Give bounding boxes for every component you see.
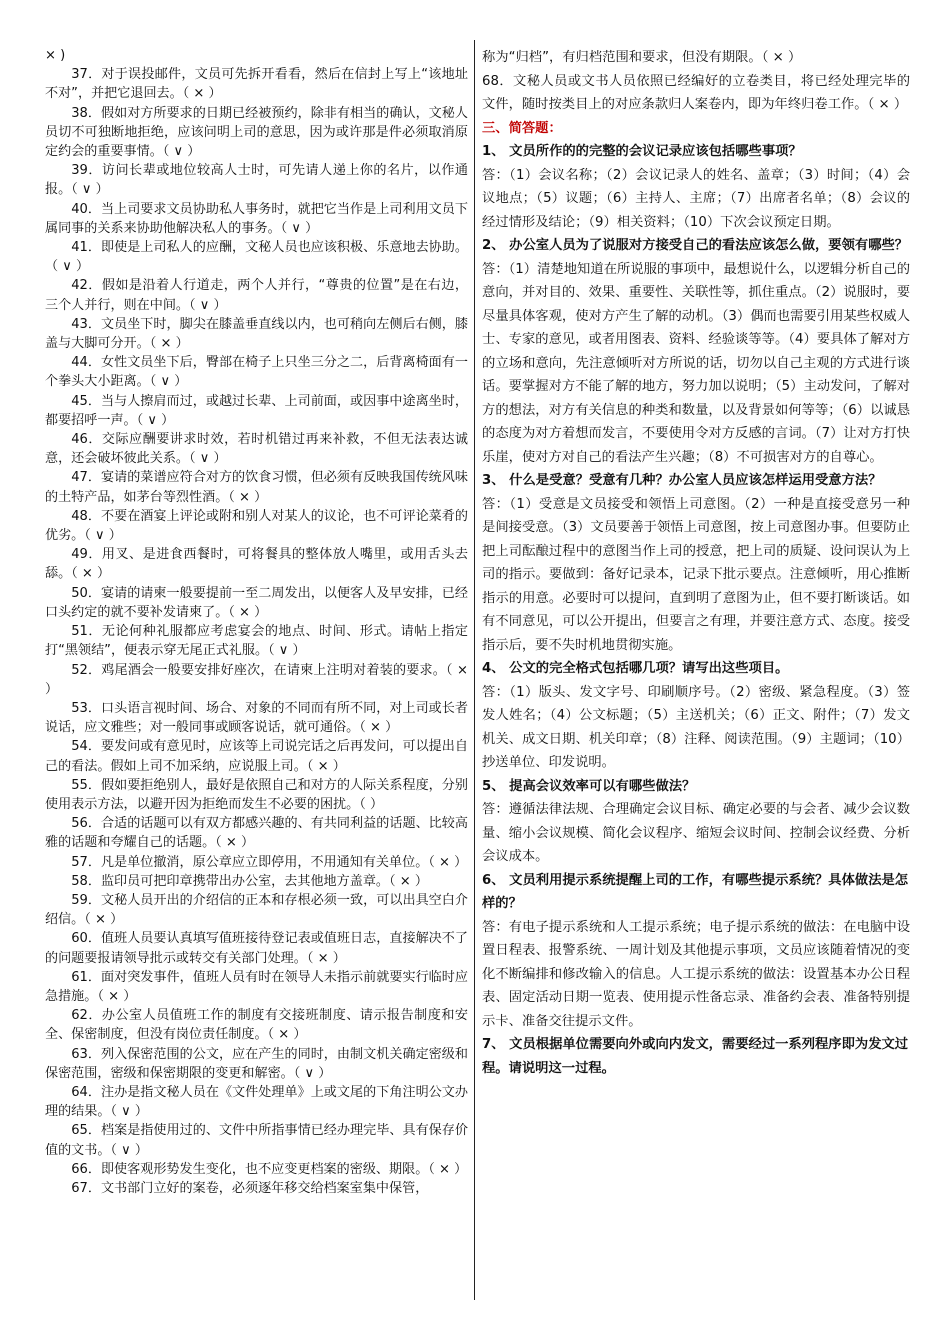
judgement-item: 48．不要在酒宴上评论或附和别人对某人的议论，也不可评论菜肴的优劣。（ ∨ ）	[45, 508, 468, 544]
judgement-item: 37．对于误投邮件，文员可先拆开看看，然后在信封上写上“该地址不对”，并把它退回去。（ × ）	[45, 67, 468, 102]
judgement-item: 45．当与人擦肩而过，或越过长辈、上司前面，或因事中途离坐时，都要招呼一声。（ ∨ ）	[45, 393, 468, 428]
judgement-item: 50．宴请的请柬一般要提前一至二周发出，以便客人及早安排，已经口头约定的就不要补发请柬了。（ × ）	[45, 585, 468, 620]
judgement-item: 64．注办是指文秘人员在《文件处理单》上或文尾的下角注明公文办理的结果。（ ∨ ）	[45, 1084, 468, 1120]
answer-text: 答：（1）受意是文员接受和领悟上司意图。（2）一种是直接受意另一种是间接受意。（3）文员要善于领悟上司意图，按上司意图办事。但要防止把上司酝酿过程中的意图当作上司的授意，把上司的质疑、设问误认为上司的指示。要做到：备好记录本，记录下批示要点。注意倾听，用心推断指示的用意。必要时可以提问，直到明了意图为止，但不要打断谈话。如有不同意见，可以公开提出，但要言之有理，并要注意方式、态度。接受指示后，要不失时机地贯彻实施。	[482, 496, 910, 653]
answer-text: 答：（1）版头、发文字号、印刷顺序号。（2）密级、紧急程度。（3）签发人姓名；（4）公文标题；（5）主送机关；（6）正文、附件；（7）发文机关、成文日期、机关印章；（8）注释、阅读范围。（9）主题词；（10）抄送单位、印发说明。	[482, 684, 910, 770]
judgement-item: 55．假如要拒绝别人，最好是依照自己和对方的人际关系程度，分别使用表示方法，以避开因为拒绝而发生不必要的困扰。（ ）	[45, 777, 468, 812]
qa-list	[482, 140, 910, 1080]
judgement-item: 42．假如是沿着人行道走，两个人并行，“尊贵的位置”是在右边，三个人并行，则在中间。（ ∨ ）	[45, 278, 468, 313]
judgement-item: 56．合适的话题可以有双方都感兴趣的、有共同利益的话题、比较高雅的话题和夸耀自己的话题。（ × ）	[45, 816, 468, 851]
answer-text: 答：（1）清楚地知道在所说服的事项中，最想说什么，以逻辑分析自己的意向，并对目的、效果、重要性、关联性等，抓住重点。（2）说服时，要尽量具体客观，使对方产生了解的动机。（3）偶而也需要引用某些权威人士、专家的意见，或者用图表、资料、经验谈等等。（4）要具体了解对方的立场和意向，先注意倾听对方所说的话，切勿以自己主观的方式进行谈话。要掌握对方不能了解的地方，努力加以说明；（5）主动发问，了解对方的想法，对方有关信息的种类和数量，以及背景如何等等；（6）以诚恳的态度为对方着想而发言，不要使用令对方反感的言词。（7）让对方打快乐崖，使对方对自己的看法产生兴趣；（8）不可损害对方的自尊心。	[482, 261, 910, 465]
judgement-item: 40．当上司要求文员协助私人事务时，就把它当作是上司利用文员下属同事的关系来协助他解决私人的事务。（ ∨ ）	[45, 201, 468, 236]
judgement-item: 44．女性文员坐下后，臀部在椅子上只坐三分之二，后背离椅面有一个拳头大小距离。（ ∨ ）	[45, 355, 468, 390]
judgement-item: 67．文书部门立好的案卷，必须逐年移交给档案室集中保管，	[71, 1180, 429, 1196]
continuation-text: 称为“归档”，有归档范围和要求，但没有期限。（ × ）	[482, 50, 802, 65]
judgement-item: 49．用叉、是进食西餐时，可将餐具的整体放人嘴里，或用舌头去舔。（ × ）	[45, 547, 468, 582]
item-68: 68．文秘人员或文书人员依照已经编好的立卷类目，将已经处理完毕的文件，随时按类目上的对应条款归人案卷内，即为年终归卷工作。（ × ）	[482, 73, 910, 112]
question-title: 5、 提高会议效率可以有哪些做法？	[482, 778, 696, 794]
answer-text: 答：（1）会议名称；（2）会议记录人的姓名、盖章；（3）时间；（4）会议地点；（5）议题；（6）主持人、主席；（7）出席者名单；（8）会议的经过情形及结论；（9）相关资料；（10）下次会议预定日期。	[482, 167, 910, 230]
judgement-item: 60．值班人员要认真填写值班接待登记表或值班日志，直接解决不了的问题要报请领导批示或转交有关部门处理。（ × ）	[45, 931, 468, 966]
question-title: 7、 文员根据单位需要向外或向内发文，需要经过一系列程序即为发文过程。请说明这一过程。	[482, 1037, 909, 1076]
left-column	[45, 46, 468, 1198]
judgement-item: 43．文员坐下时，脚尖在膝盖垂直线以内，也可稍向左侧后右侧，膝盖与大脚可分开。（ × ）	[45, 316, 468, 352]
judgement-item: 53．口头语言视时间、场合、对象的不同而有所不同，对上司或长者说话，应文雅些；对一般同事或顾客说话，就可通俗。（ × ）	[45, 700, 468, 736]
judgement-item: 47．宴请的菜谱应符合对方的饮食习惯，但必须有反映我国传统风味的土特产品，如茅台等烈性酒。（ × ）	[45, 470, 468, 505]
judgement-item: 41．即使是上司私人的应酬，文秘人员也应该积极、乐意地去协助。（ ∨ ）	[45, 240, 468, 275]
section-title: 三、简答题：	[482, 120, 562, 136]
judgement-item: × )	[45, 48, 66, 63]
answer-text: 答：有电子提示系统和人工提示系统；电子提示系统的做法：在电脑中设置日程表、报警系统、一周计划及其他提示事项，文员应该随着情况的变化不断编排和修改输入的信息。人工提示系统的做法：设置基本办公日程表、固定活动日期一览表、使用提示性备忘录、准备约会表、准备特别提示卡、准备交往提示文件。	[482, 919, 910, 1029]
judgement-item: 52．鸡尾酒会一般要安排好座次，在请柬上注明对着装的要求。（ × ）	[45, 662, 468, 697]
judgement-item: 62．办公室人员值班工作的制度有交接班制度、请示报告制度和安全、保密制度，但没有岗位责任制度。（ × ）	[45, 1008, 468, 1043]
answer-text: 答：遵循法律法规、合理确定会议目标、确定必要的与会者、减少会议数量、缩小会议规模、简化会议程序、缩短会议时间、控制会议经费、分析会议成本。	[482, 802, 910, 864]
question-title: 3、 什么是受意？受意有几种？办公室人员应该怎样运用受意方法？	[482, 473, 882, 488]
judgement-item: 57．凡是单位撤消，原公章应立即停用，不用通知有关单位。（ × ）	[71, 854, 468, 870]
column-divider	[474, 40, 475, 1300]
question-title: 4、 公文的完全格式包括哪几项？请写出这些项目。	[482, 661, 789, 676]
judgement-item: 63．列入保密范围的公文，应在产生的同时，由制文机关确定密级和保密范围，密级和保密期限的变更和解密。（ ∨ ）	[45, 1046, 468, 1081]
judgement-item: 58．监印员可把印章携带出办公室，去其他地方盖章。（ × ）	[71, 873, 428, 889]
judgement-item: 51．无论何种礼服都应考虑宴会的地点、时间、形式。请帖上指定打“黑领结”，便表示穿无尾正式礼服。（ ∨ ）	[45, 624, 468, 659]
judgement-item: 46．交际应酬要讲求时效，若时机错过再来补救，不但无法表达诚意，还会破坏彼此关系。（ ∨ ）	[45, 432, 468, 467]
judgement-item: 66．即使客观形势发生变化，也不应变更档案的密级、期限。（ × ）	[71, 1161, 468, 1177]
question-title: 1、 文员所作的的完整的会议记录应该包括哪些事项？	[482, 144, 802, 159]
judgement-item: 65．档案是指使用过的、文件中所指事情已经办理完毕、具有保存价值的文书。（ ∨ ）	[45, 1123, 468, 1158]
judgement-item: 61．面对突发事件，值班人员有时在领导人未指示前就要实行临时应急措施。（ × ）	[45, 969, 468, 1004]
question-title: 2、 办公室人员为了说服对方接受自己的看法应该怎么做，要领有哪些？	[482, 238, 909, 253]
judgement-item: 38．假如对方所要求的日期已经被预约，除非有相当的确认，文秘人员切不可独断地拒绝，应该问明上司的意思，因为或许那是件必须取消原定约会的重要事情。（ ∨ ）	[45, 105, 468, 160]
judgement-item: 39．访问长辈或地位较高人士时，可先请人递上你的名片，以作通报。（ ∨ ）	[45, 163, 468, 198]
judgement-item: 54．要发问或有意见时，应该等上司说完话之后再发问，可以提出自己的看法。假如上司不加采纳，应说服上司。（ × ）	[45, 739, 468, 774]
question-title: 6、 文员利用提示系统提醒上司的工作，有哪些提示系统？具体做法是怎样的？	[482, 872, 909, 911]
right-column	[482, 46, 910, 1080]
judgement-item: 59．文秘人员开出的介绍信的正本和存根必须一致，可以出具空白介绍信。（ × ）	[45, 892, 468, 928]
